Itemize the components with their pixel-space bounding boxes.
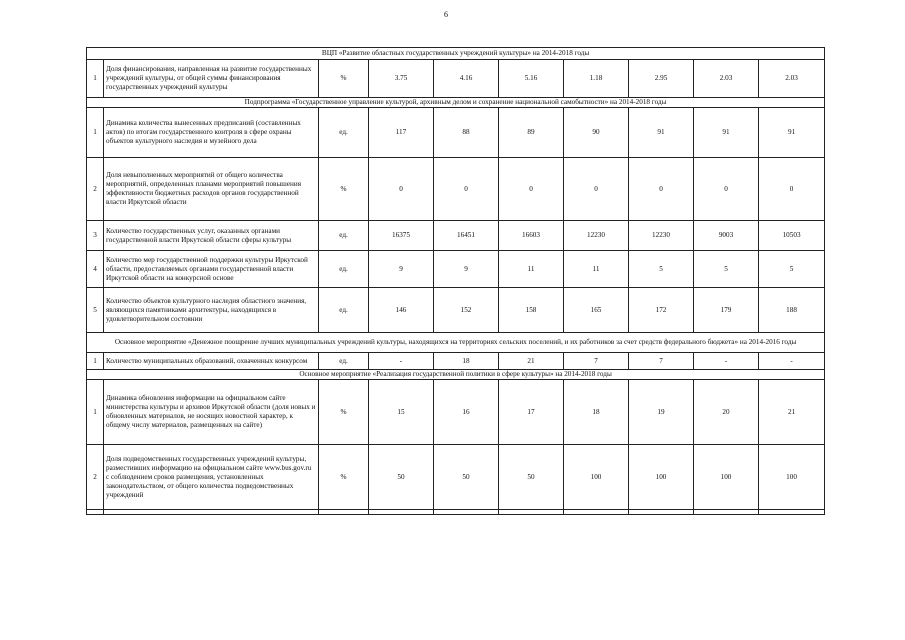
value-cell: 91 bbox=[759, 108, 825, 158]
value-cell: 188 bbox=[759, 288, 825, 333]
value-cell: 7 bbox=[629, 353, 694, 370]
section-header-row bbox=[87, 370, 825, 380]
value-cell: 1.18 bbox=[564, 60, 629, 98]
value-cell: 4.16 bbox=[434, 60, 499, 98]
row-number: 3 bbox=[87, 221, 104, 251]
indicator-name: Количество государственных услуг, оказанных органами государственной власти Иркутской области сферы культуры bbox=[104, 221, 319, 251]
value-cell: - bbox=[369, 353, 434, 370]
value-cell: 100 bbox=[759, 445, 825, 510]
value-cell: 172 bbox=[629, 288, 694, 333]
table-bottom-spacer bbox=[87, 510, 825, 515]
value-cell: 5 bbox=[629, 251, 694, 288]
table-row bbox=[87, 380, 825, 445]
unit-cell: % bbox=[319, 60, 369, 98]
row-number: 2 bbox=[87, 445, 104, 510]
unit-cell: ед. bbox=[319, 288, 369, 333]
indicator-name: Количество мер государственной поддержки культуры Иркутской области, предоставляемых органами государственной власти Иркутской области на конкурсной основе bbox=[104, 251, 319, 288]
value-cell: - bbox=[759, 353, 825, 370]
row-number: 1 bbox=[87, 108, 104, 158]
value-cell: 50 bbox=[369, 445, 434, 510]
indicator-name: Динамика обновления информации на официальном сайте министерства культуры и архивов Иркутской области (доля новых и обновленных материалов, не носящих новостной характер, к общему числу материалов, размещенных на сайте) bbox=[104, 380, 319, 445]
value-cell: 0 bbox=[564, 158, 629, 221]
value-cell: 16603 bbox=[499, 221, 564, 251]
section-title: Основное мероприятие «Реализация государственной политики в сфере культуры» на 2014-2018 годы bbox=[87, 370, 825, 380]
value-cell: 91 bbox=[629, 108, 694, 158]
value-cell: 17 bbox=[499, 380, 564, 445]
value-cell: 19 bbox=[629, 380, 694, 445]
value-cell: 21 bbox=[499, 353, 564, 370]
value-cell: 12230 bbox=[564, 221, 629, 251]
section-title: Подпрограмма «Государственное управление культурой, архивным делом и сохранение национальной самобытности» на 2014-2018 годы bbox=[87, 98, 825, 108]
value-cell: 158 bbox=[499, 288, 564, 333]
indicator-name: Доля финансирования, направленная на развитие государственных учреждений культуры, от общей суммы финансирования государственных учреждений культуры bbox=[104, 60, 319, 98]
value-cell: 0 bbox=[434, 158, 499, 221]
value-cell: 0 bbox=[499, 158, 564, 221]
row-number: 4 bbox=[87, 251, 104, 288]
section-header-row bbox=[87, 98, 825, 108]
table-row bbox=[87, 288, 825, 333]
value-cell: 11 bbox=[499, 251, 564, 288]
table-row bbox=[87, 221, 825, 251]
value-cell: 0 bbox=[759, 158, 825, 221]
value-cell: 88 bbox=[434, 108, 499, 158]
blank-cell bbox=[434, 510, 499, 515]
value-cell: 15 bbox=[369, 380, 434, 445]
blank-cell bbox=[369, 510, 434, 515]
value-cell: 18 bbox=[564, 380, 629, 445]
table-row bbox=[87, 158, 825, 221]
row-number: 1 bbox=[87, 380, 104, 445]
value-cell: 9 bbox=[369, 251, 434, 288]
table-row bbox=[87, 60, 825, 98]
value-cell: 50 bbox=[499, 445, 564, 510]
table-row bbox=[87, 251, 825, 288]
value-cell: 3.75 bbox=[369, 60, 434, 98]
indicator-name: Доля подведомственных государственных учреждений культуры, разместивших информацию на официальном сайте www.bus.gov.ru с соблюдением сроков размещения, установленных законодательством, от общего количества подведомственных учреждений bbox=[104, 445, 319, 510]
blank-cell bbox=[499, 510, 564, 515]
value-cell: 16375 bbox=[369, 221, 434, 251]
value-cell: 146 bbox=[369, 288, 434, 333]
unit-cell: % bbox=[319, 445, 369, 510]
value-cell: 0 bbox=[629, 158, 694, 221]
value-cell: 0 bbox=[369, 158, 434, 221]
blank-cell bbox=[87, 510, 104, 515]
blank-cell bbox=[694, 510, 759, 515]
blank-cell bbox=[104, 510, 319, 515]
value-cell: 5 bbox=[694, 251, 759, 288]
value-cell: 165 bbox=[564, 288, 629, 333]
value-cell: 100 bbox=[694, 445, 759, 510]
row-number: 2 bbox=[87, 158, 104, 221]
blank-cell bbox=[564, 510, 629, 515]
value-cell: 16 bbox=[434, 380, 499, 445]
unit-cell: ед. bbox=[319, 221, 369, 251]
value-cell: 20 bbox=[694, 380, 759, 445]
value-cell: 117 bbox=[369, 108, 434, 158]
row-number: 1 bbox=[87, 353, 104, 370]
value-cell: 89 bbox=[499, 108, 564, 158]
value-cell: 100 bbox=[629, 445, 694, 510]
value-cell: 179 bbox=[694, 288, 759, 333]
value-cell: 9003 bbox=[694, 221, 759, 251]
table-row bbox=[87, 353, 825, 370]
value-cell: 11 bbox=[564, 251, 629, 288]
value-cell: 18 bbox=[434, 353, 499, 370]
unit-cell: ед. bbox=[319, 251, 369, 288]
blank-cell bbox=[319, 510, 369, 515]
value-cell: 90 bbox=[564, 108, 629, 158]
unit-cell: ед. bbox=[319, 353, 369, 370]
row-number: 5 bbox=[87, 288, 104, 333]
table-row bbox=[87, 108, 825, 158]
section-header-row bbox=[87, 333, 825, 353]
page-number: 6 bbox=[444, 10, 448, 19]
row-number: 1 bbox=[87, 60, 104, 98]
value-cell: 0 bbox=[694, 158, 759, 221]
indicator-name: Динамика количества вынесенных предписаний (составленных актов) по итогам государственного контроля в сфере охраны объектов культурного наследия и музейного дела bbox=[104, 108, 319, 158]
indicator-name: Количество муниципальных образований, охваченных конкурсом bbox=[104, 353, 319, 370]
value-cell: 5.16 bbox=[499, 60, 564, 98]
value-cell: 21 bbox=[759, 380, 825, 445]
value-cell: 50 bbox=[434, 445, 499, 510]
section-header-row bbox=[87, 48, 825, 60]
value-cell: 100 bbox=[564, 445, 629, 510]
value-cell: 91 bbox=[694, 108, 759, 158]
section-title: ВЦП «Развитие областных государственных учреждений культуры» на 2014-2018 годы bbox=[87, 48, 825, 60]
value-cell: 5 bbox=[759, 251, 825, 288]
table-row bbox=[87, 445, 825, 510]
value-cell: - bbox=[694, 353, 759, 370]
value-cell: 7 bbox=[564, 353, 629, 370]
value-cell: 2.95 bbox=[629, 60, 694, 98]
unit-cell: % bbox=[319, 380, 369, 445]
value-cell: 10503 bbox=[759, 221, 825, 251]
value-cell: 152 bbox=[434, 288, 499, 333]
value-cell: 12230 bbox=[629, 221, 694, 251]
section-title: Основное мероприятие «Денежное поощрение лучших муниципальных учреждений культуры, находящихся на территориях сельских поселений, и их работников за счет средств федерального бюджета» на 2014-2016 годы bbox=[87, 333, 825, 353]
value-cell: 2.03 bbox=[759, 60, 825, 98]
value-cell: 2.03 bbox=[694, 60, 759, 98]
unit-cell: ед. bbox=[319, 108, 369, 158]
unit-cell: % bbox=[319, 158, 369, 221]
blank-cell bbox=[629, 510, 694, 515]
indicator-name: Количество объектов культурного наследия областного значения, являющихся памятниками архитектуры, находящихся в удовлетворительном состоянии bbox=[104, 288, 319, 333]
indicators-table bbox=[86, 47, 825, 515]
blank-cell bbox=[759, 510, 825, 515]
indicator-name: Доля невыполненных мероприятий от общего количества мероприятий, определенных планами мероприятий повышения эффективности бюджетных расходов органов государственной власти Иркутской области bbox=[104, 158, 319, 221]
value-cell: 9 bbox=[434, 251, 499, 288]
value-cell: 16451 bbox=[434, 221, 499, 251]
